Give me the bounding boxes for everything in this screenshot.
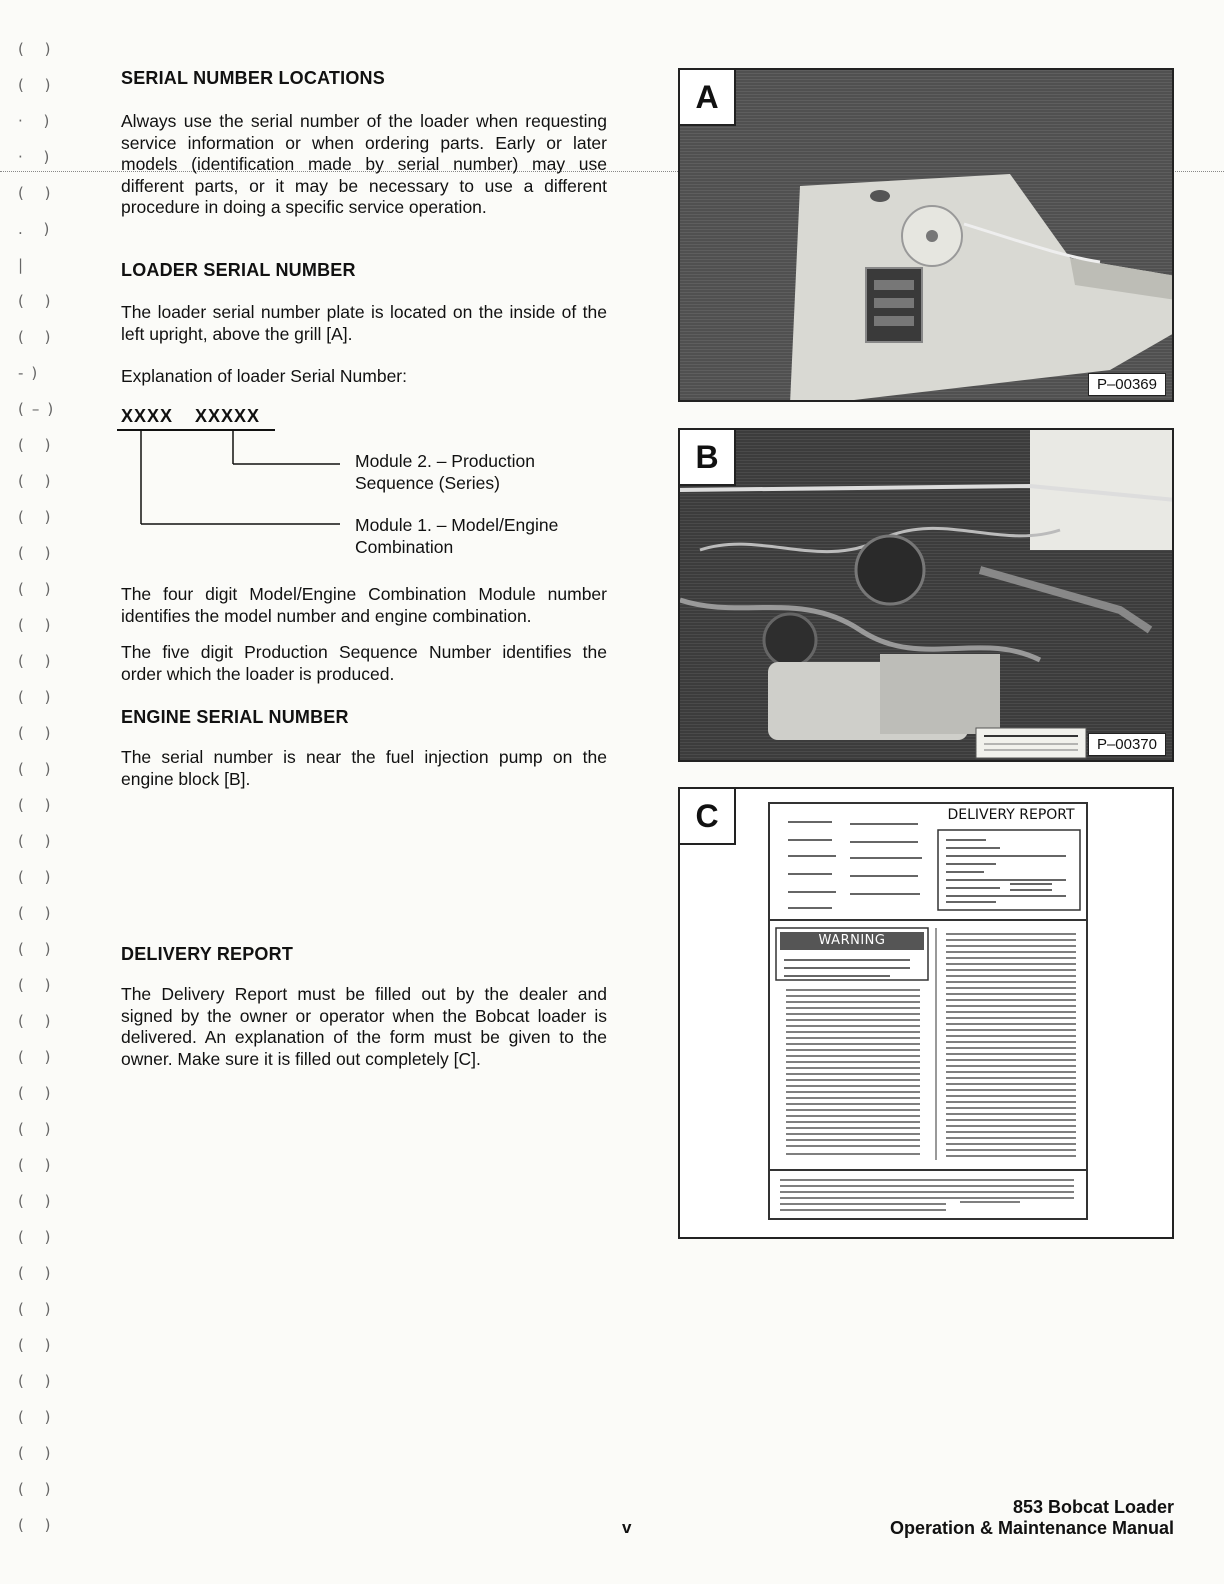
figure-a-photo <box>680 70 1174 402</box>
serial-code-diagram-lines <box>115 426 355 530</box>
form-warning-label: WARNING <box>818 933 886 948</box>
delivery-report-body: The Delivery Report must be filled out by the dealer and signed by the owner or operator when the Bobcat loader is delivered. An explanation of the form must be given to the owner. Make sure it is filled out completely [C]. <box>121 984 607 1069</box>
figure-a-code: P–00369 <box>1088 373 1166 396</box>
figure-b-code: P–00370 <box>1088 733 1166 756</box>
serial-locations-heading: SERIAL NUMBER LOCATIONS <box>121 68 385 88</box>
explanation-label: Explanation of loader Serial Number: <box>121 366 407 386</box>
serial-code-module1: XXXX <box>121 406 174 426</box>
four-digit-text: The four digit Model/Engine Combination Module number identifies the model number and engine combination. <box>121 584 607 626</box>
figure-a <box>678 68 1174 402</box>
serial-code-format <box>121 406 282 427</box>
serial-locations-body: Always use the serial number of the loader when requesting service information or when ordering parts. Early or later models (identification made by serial number) may use different parts, or it may be necessary to use a different procedure in doing a specific service operation. <box>121 111 607 217</box>
figure-b <box>678 428 1174 762</box>
binding-holes: ( ) ( ) · ) · ) ( ) . ) | ( ) ( ) -) (–) ( ) ( ) ( ) ( ) ( ) ( ) ( ) ( ) ( ) ( ) ( ) ( ) ( ) ( ) ( ) ( ) ( ) ( ) ( ) ( ) ( ) ( ) ( ) ( ) ( ) ( ) ( ) ( ) ( ) ( ) ( ) <box>18 40 62 1534</box>
figure-a-letter: A <box>680 70 736 126</box>
form-title: DELIVERY REPORT <box>947 807 1075 823</box>
five-digit-text: The five digit Production Sequence Number identifies the order which the loader is produced. <box>121 642 607 684</box>
figure-c-letter: C <box>680 789 736 845</box>
module1-label: Module 1. – Model/Engine Combination <box>355 515 559 557</box>
manual-title: 853 Bobcat Loader Operation & Maintenance Manual <box>889 1497 1174 1538</box>
figure-c <box>678 787 1174 1239</box>
loader-serial-body: The loader serial number plate is located on the inside of the left upright, above the grill [A]. <box>121 302 607 344</box>
delivery-report-form <box>768 802 1088 1220</box>
figure-b-photo <box>680 430 1174 762</box>
delivery-report-form-lines <box>770 804 1086 1218</box>
page-number: v <box>622 1518 632 1537</box>
module2-label: Module 2. – Production Sequence (Series) <box>355 451 535 493</box>
engine-serial-body: The serial number is near the fuel injection pump on the engine block [B]. <box>121 747 607 789</box>
delivery-report-heading: DELIVERY REPORT <box>121 944 294 964</box>
engine-serial-heading: ENGINE SERIAL NUMBER <box>121 707 349 727</box>
loader-serial-heading: LOADER SERIAL NUMBER <box>121 260 356 280</box>
serial-code-module2: XXXXX <box>195 406 261 426</box>
figure-b-letter: B <box>680 430 736 486</box>
